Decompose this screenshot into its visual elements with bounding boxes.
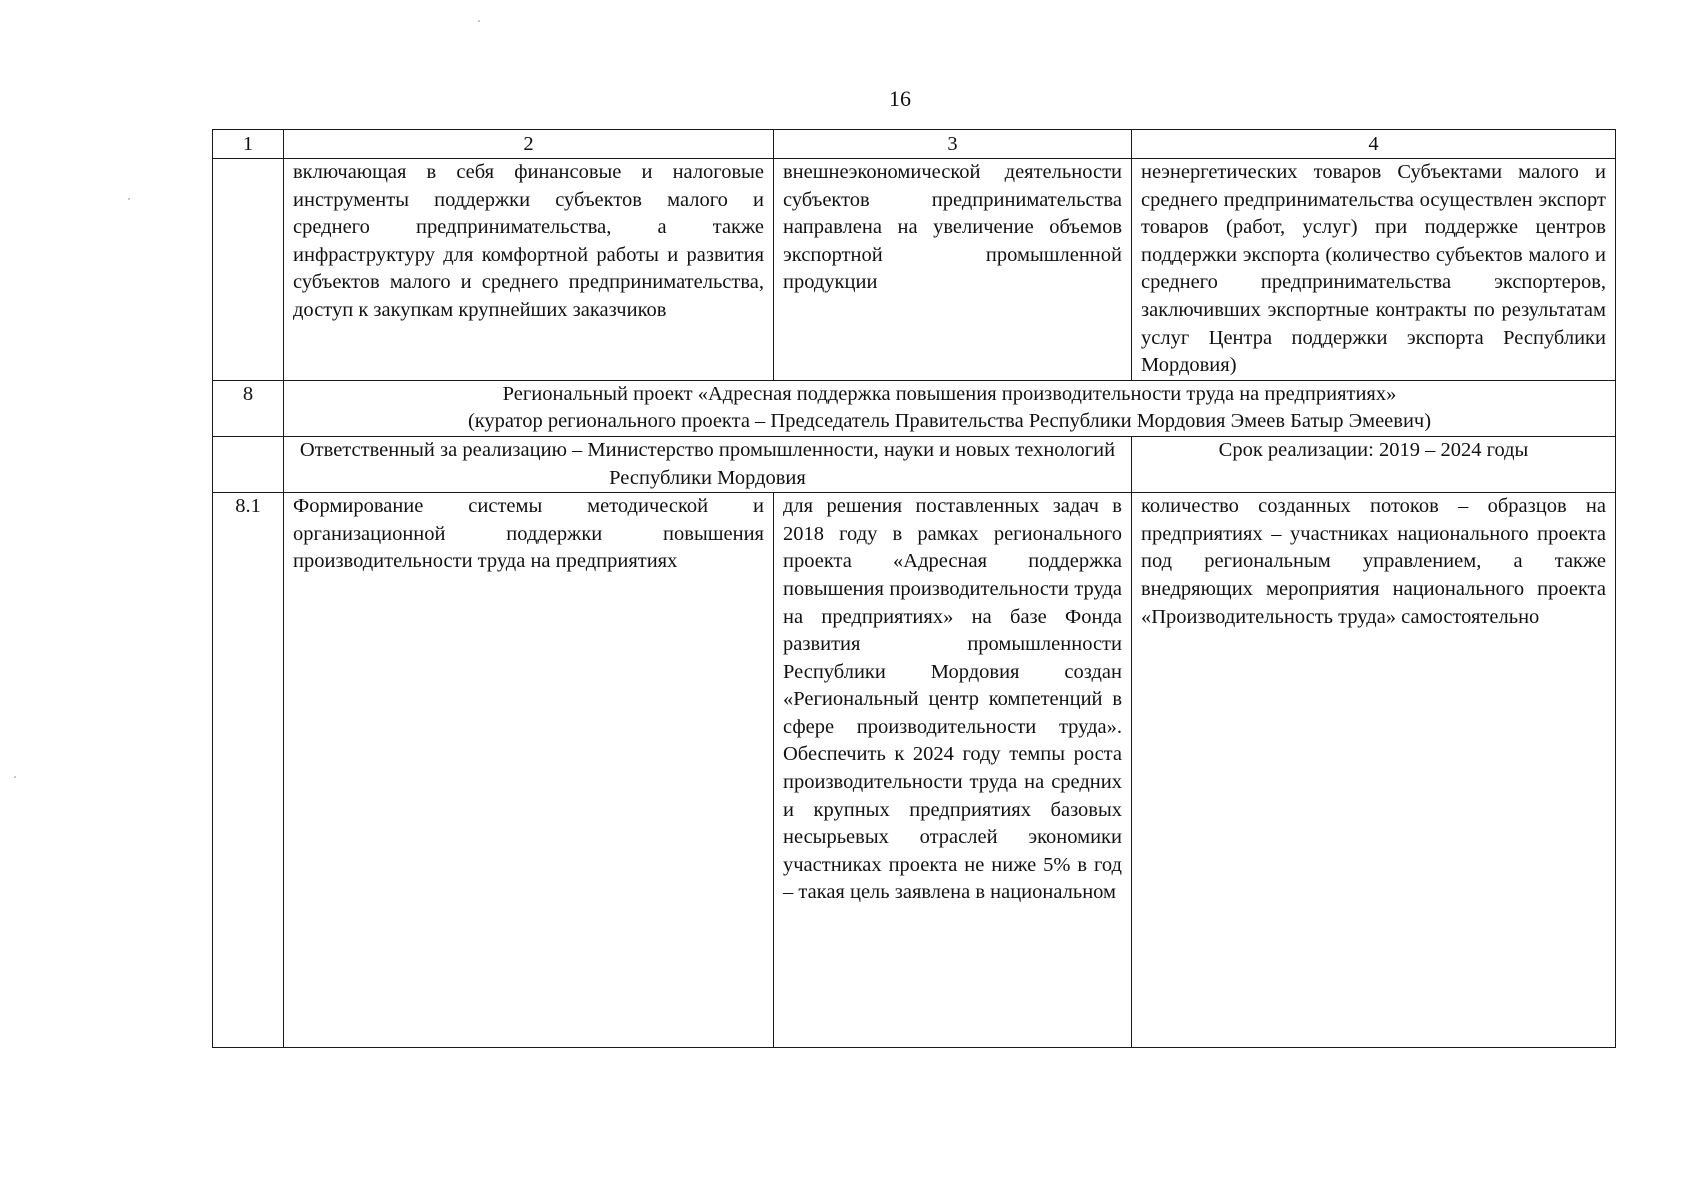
- item-number-cell: 8.1: [213, 493, 284, 1048]
- table-row-responsible: [213, 436, 1616, 492]
- continuation-col3-cell: внешнеэкономической деятельности субъектов предпринимательства направлена на увеличение объемов экспортной промышленной продукции: [774, 159, 1132, 381]
- item-col3-cell: для решения поставленных задач в 2018 году в рамках регионального проекта «Адресная поддержка повышения производительности труда на предприятиях» на базе Фонда развития промышленности Республики Мордовия создан «Региональный центр компетенций в сфере производительности труда». Обеспечить к 2024 году темпы роста производительности труда на средних и крупных предприятиях базовых несырьевых отраслей экономики участниках проекта не ниже 5% в год – такая цель заявлена в национальном: [774, 493, 1132, 1048]
- header-col-4: 4: [1132, 130, 1616, 159]
- scan-speck: [478, 20, 480, 22]
- document-table: [212, 129, 1616, 1048]
- continuation-col4-cell: неэнергетических товаров Субъектами малого и среднего предпринимательства осуществлен экспорт товаров (работ, услуг) при поддержке центров поддержки экспорта (количество субъектов малого и среднего предпринимательства экспортеров, заключивших экспортные контракты по результатам услуг Центра поддержки экспорта Республики Мордовия): [1132, 159, 1616, 381]
- table-row-project-8: [213, 380, 1616, 436]
- scan-speck: [14, 776, 16, 778]
- project-title-line-2: (куратор регионального проекта – Председатель Правительства Республики Мордовия Эмеев Батыр Эмеевич): [467, 410, 1432, 433]
- project-title-line-1: Региональный проект «Адресная поддержка повышения производительности труда на предприятиях»: [502, 382, 1397, 405]
- responsible-empty-cell: [213, 436, 284, 492]
- page-number: 16: [889, 86, 911, 111]
- scan-speck: [128, 198, 130, 200]
- responsible-cell: Ответственный за реализацию – Министерство промышленности, науки и новых технологий Республики Мордовия: [284, 436, 1132, 492]
- table-row-continuation: [213, 159, 1616, 381]
- header-col-1: 1: [213, 130, 284, 159]
- table-header-row: [213, 130, 1616, 159]
- project-title-cell: [284, 380, 1616, 436]
- item-col2-cell: Формирование системы методической и организационной поддержки повышения производительности труда на предприятиях: [284, 493, 774, 1048]
- table-row-8-1: [213, 493, 1616, 1048]
- row-number-cell: [213, 159, 284, 381]
- term-cell: Срок реализации: 2019 – 2024 годы: [1132, 436, 1616, 492]
- continuation-col2-cell: включающая в себя финансовые и налоговые инструменты поддержки субъектов малого и среднего предпринимательства, а также инфраструктуру для комфортной работы и развития субъектов малого и среднего предпринимательства, доступ к закупкам крупнейших заказчиков: [284, 159, 774, 381]
- header-col-2: 2: [284, 130, 774, 159]
- item-col4-cell: количество созданных потоков – образцов на предприятиях – участниках национального проекта под региональным управлением, а также внедряющих мероприятия национального проекта «Производительность труда» самостоятельно: [1132, 493, 1616, 1048]
- header-col-3: 3: [774, 130, 1132, 159]
- project-number-cell: 8: [213, 380, 284, 436]
